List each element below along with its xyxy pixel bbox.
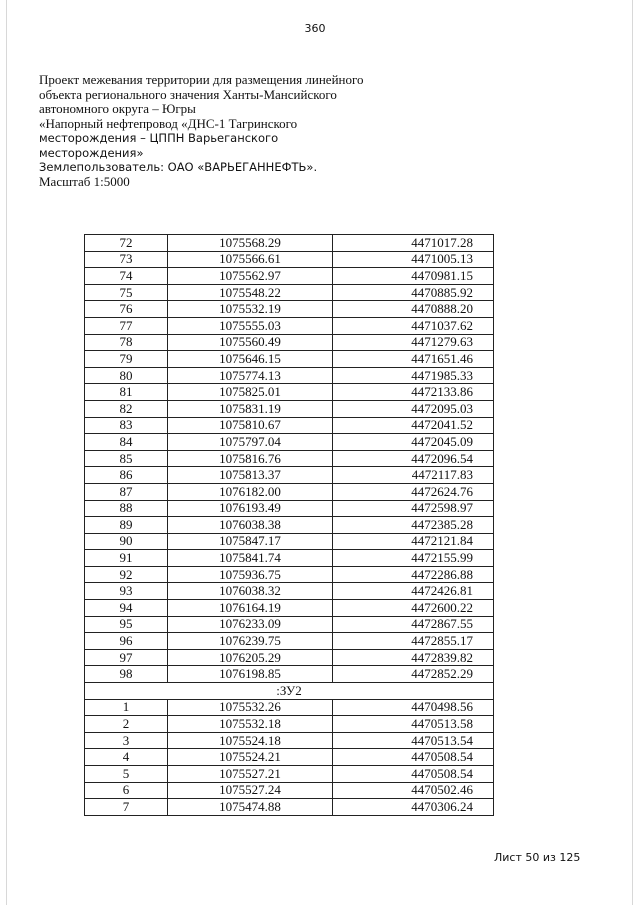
- point-number-cell: 80: [85, 367, 168, 384]
- point-number-cell: 5: [85, 766, 168, 783]
- x-coordinate-cell: 1075797.04: [168, 434, 333, 451]
- point-number-cell: 91: [85, 550, 168, 567]
- point-number-cell: 97: [85, 649, 168, 666]
- sheet-counter: Лист 50 из 125: [494, 851, 581, 864]
- table-row: [85, 251, 494, 268]
- x-coordinate-cell: 1075810.67: [168, 417, 333, 434]
- point-number-cell: 83: [85, 417, 168, 434]
- y-coordinate-cell: 4472867.55: [333, 616, 494, 633]
- x-coordinate-cell: 1075646.15: [168, 351, 333, 368]
- x-coordinate-cell: 1076182.00: [168, 483, 333, 500]
- y-coordinate-cell: 4470502.46: [333, 782, 494, 799]
- y-coordinate-cell: 4471017.28: [333, 235, 494, 252]
- point-number-cell: 95: [85, 616, 168, 633]
- x-coordinate-cell: 1076193.49: [168, 500, 333, 517]
- y-coordinate-cell: 4472117.83: [333, 467, 494, 484]
- point-number-cell: 75: [85, 284, 168, 301]
- scan-margin-left: [6, 0, 7, 905]
- point-number-cell: 74: [85, 268, 168, 285]
- y-coordinate-cell: 4472096.54: [333, 450, 494, 467]
- table-row: [85, 550, 494, 567]
- x-coordinate-cell: 1075532.18: [168, 716, 333, 733]
- y-coordinate-cell: 4470885.92: [333, 284, 494, 301]
- table-row: [85, 483, 494, 500]
- point-number-cell: 6: [85, 782, 168, 799]
- point-number-cell: 96: [85, 633, 168, 650]
- x-coordinate-cell: 1076038.38: [168, 517, 333, 534]
- table-row: [85, 732, 494, 749]
- point-number-cell: 93: [85, 583, 168, 600]
- table-row: [85, 417, 494, 434]
- x-coordinate-cell: 1075548.22: [168, 284, 333, 301]
- table-row: [85, 616, 494, 633]
- table-row: [85, 699, 494, 716]
- header-line-1: Проект межевания территории для размещения линейного: [39, 72, 364, 87]
- table-row: [85, 301, 494, 318]
- section-label: :ЗУ2: [85, 683, 494, 700]
- y-coordinate-cell: 4470498.56: [333, 699, 494, 716]
- x-coordinate-cell: 1076164.19: [168, 600, 333, 617]
- table-row: [85, 284, 494, 301]
- point-number-cell: 98: [85, 666, 168, 683]
- header-line-4: «Напорный нефтепровод «ДНС-1 Тагринского: [39, 115, 298, 131]
- y-coordinate-cell: 4472624.76: [333, 483, 494, 500]
- table-row: [85, 566, 494, 583]
- point-number-cell: 86: [85, 467, 168, 484]
- y-coordinate-cell: 4472133.86: [333, 384, 494, 401]
- header-line-2: объекта регионального значения Ханты-Мансийского: [39, 86, 337, 102]
- x-coordinate-cell: 1075568.29: [168, 235, 333, 252]
- table-row: [85, 782, 494, 799]
- table-row: [85, 533, 494, 550]
- x-coordinate-cell: 1075831.19: [168, 400, 333, 417]
- point-number-cell: 76: [85, 301, 168, 318]
- header-line-6: месторождения»: [39, 145, 144, 160]
- point-number-cell: 4: [85, 749, 168, 766]
- table-row: [85, 384, 494, 401]
- point-number-cell: 92: [85, 566, 168, 583]
- header-line-5: месторождения – ЦППН Варьеганского: [39, 131, 279, 145]
- y-coordinate-cell: 4472385.28: [333, 517, 494, 534]
- x-coordinate-cell: 1075532.26: [168, 699, 333, 716]
- y-coordinate-cell: 4472852.29: [333, 666, 494, 683]
- x-coordinate-cell: 1075555.03: [168, 317, 333, 334]
- table-row: [85, 666, 494, 683]
- x-coordinate-cell: 1075524.21: [168, 749, 333, 766]
- x-coordinate-cell: 1075841.74: [168, 550, 333, 567]
- point-number-cell: 90: [85, 533, 168, 550]
- y-coordinate-cell: 4471985.33: [333, 367, 494, 384]
- table-row: [85, 367, 494, 384]
- point-number-cell: 3: [85, 732, 168, 749]
- x-coordinate-cell: 1076038.32: [168, 583, 333, 600]
- y-coordinate-cell: 4471279.63: [333, 334, 494, 351]
- point-number-cell: 81: [85, 384, 168, 401]
- point-number-cell: 85: [85, 450, 168, 467]
- y-coordinate-cell: 4472155.99: [333, 550, 494, 567]
- y-coordinate-cell: 4470508.54: [333, 766, 494, 783]
- point-number-cell: 7: [85, 799, 168, 816]
- x-coordinate-cell: 1075562.97: [168, 268, 333, 285]
- table-row: [85, 766, 494, 783]
- y-coordinate-cell: 4472839.82: [333, 649, 494, 666]
- document-header: [39, 73, 379, 189]
- y-coordinate-cell: 4472598.97: [333, 500, 494, 517]
- y-coordinate-cell: 4472855.17: [333, 633, 494, 650]
- table-row: [85, 400, 494, 417]
- table-row: [85, 467, 494, 484]
- point-number-cell: 84: [85, 434, 168, 451]
- point-number-cell: 72: [85, 235, 168, 252]
- x-coordinate-cell: 1075527.21: [168, 766, 333, 783]
- y-coordinate-cell: 4471005.13: [333, 251, 494, 268]
- coordinates-table: [84, 234, 494, 816]
- table-row: [85, 500, 494, 517]
- y-coordinate-cell: 4472045.09: [333, 434, 494, 451]
- table-row: [85, 351, 494, 368]
- point-number-cell: 73: [85, 251, 168, 268]
- table-row: [85, 334, 494, 351]
- y-coordinate-cell: 4470513.58: [333, 716, 494, 733]
- x-coordinate-cell: 1075474.88: [168, 799, 333, 816]
- x-coordinate-cell: 1075816.76: [168, 450, 333, 467]
- y-coordinate-cell: 4470306.24: [333, 799, 494, 816]
- table-row: [85, 434, 494, 451]
- point-number-cell: 94: [85, 600, 168, 617]
- header-line-8: Масштаб 1:5000: [39, 173, 130, 189]
- coordinates-table-body: [85, 235, 494, 816]
- page-number: 360: [304, 22, 326, 35]
- table-row: [85, 799, 494, 816]
- section-row: [85, 683, 494, 700]
- x-coordinate-cell: 1075825.01: [168, 384, 333, 401]
- header-line-7: Землепользователь: ОАО «ВАРЬЕГАННЕФТЬ».: [39, 160, 318, 174]
- point-number-cell: 1: [85, 699, 168, 716]
- table-row: [85, 749, 494, 766]
- y-coordinate-cell: 4470981.15: [333, 268, 494, 285]
- header-line-3: автономного округа – Югры: [39, 101, 196, 116]
- table-row: [85, 517, 494, 534]
- table-row: [85, 600, 494, 617]
- table-row: [85, 268, 494, 285]
- y-coordinate-cell: 4472041.52: [333, 417, 494, 434]
- point-number-cell: 89: [85, 517, 168, 534]
- x-coordinate-cell: 1075527.24: [168, 782, 333, 799]
- y-coordinate-cell: 4472095.03: [333, 400, 494, 417]
- x-coordinate-cell: 1075560.49: [168, 334, 333, 351]
- y-coordinate-cell: 4471037.62: [333, 317, 494, 334]
- y-coordinate-cell: 4470508.54: [333, 749, 494, 766]
- y-coordinate-cell: 4470888.20: [333, 301, 494, 318]
- x-coordinate-cell: 1076239.75: [168, 633, 333, 650]
- table-row: [85, 649, 494, 666]
- y-coordinate-cell: 4470513.54: [333, 732, 494, 749]
- table-row: [85, 583, 494, 600]
- table-row: [85, 716, 494, 733]
- point-number-cell: 77: [85, 317, 168, 334]
- table-row: [85, 450, 494, 467]
- x-coordinate-cell: 1076233.09: [168, 616, 333, 633]
- y-coordinate-cell: 4472426.81: [333, 583, 494, 600]
- point-number-cell: 87: [85, 483, 168, 500]
- x-coordinate-cell: 1075813.37: [168, 467, 333, 484]
- x-coordinate-cell: 1075532.19: [168, 301, 333, 318]
- x-coordinate-cell: 1075566.61: [168, 251, 333, 268]
- table-row: [85, 317, 494, 334]
- x-coordinate-cell: 1076205.29: [168, 649, 333, 666]
- x-coordinate-cell: 1075936.75: [168, 566, 333, 583]
- table-row: [85, 633, 494, 650]
- x-coordinate-cell: 1075847.17: [168, 533, 333, 550]
- point-number-cell: 2: [85, 716, 168, 733]
- scan-margin-right: [632, 0, 633, 905]
- point-number-cell: 78: [85, 334, 168, 351]
- y-coordinate-cell: 4472121.84: [333, 533, 494, 550]
- y-coordinate-cell: 4471651.46: [333, 351, 494, 368]
- table-row: [85, 235, 494, 252]
- y-coordinate-cell: 4472600.22: [333, 600, 494, 617]
- point-number-cell: 79: [85, 351, 168, 368]
- point-number-cell: 88: [85, 500, 168, 517]
- y-coordinate-cell: 4472286.88: [333, 566, 494, 583]
- x-coordinate-cell: 1075774.13: [168, 367, 333, 384]
- x-coordinate-cell: 1075524.18: [168, 732, 333, 749]
- x-coordinate-cell: 1076198.85: [168, 666, 333, 683]
- point-number-cell: 82: [85, 400, 168, 417]
